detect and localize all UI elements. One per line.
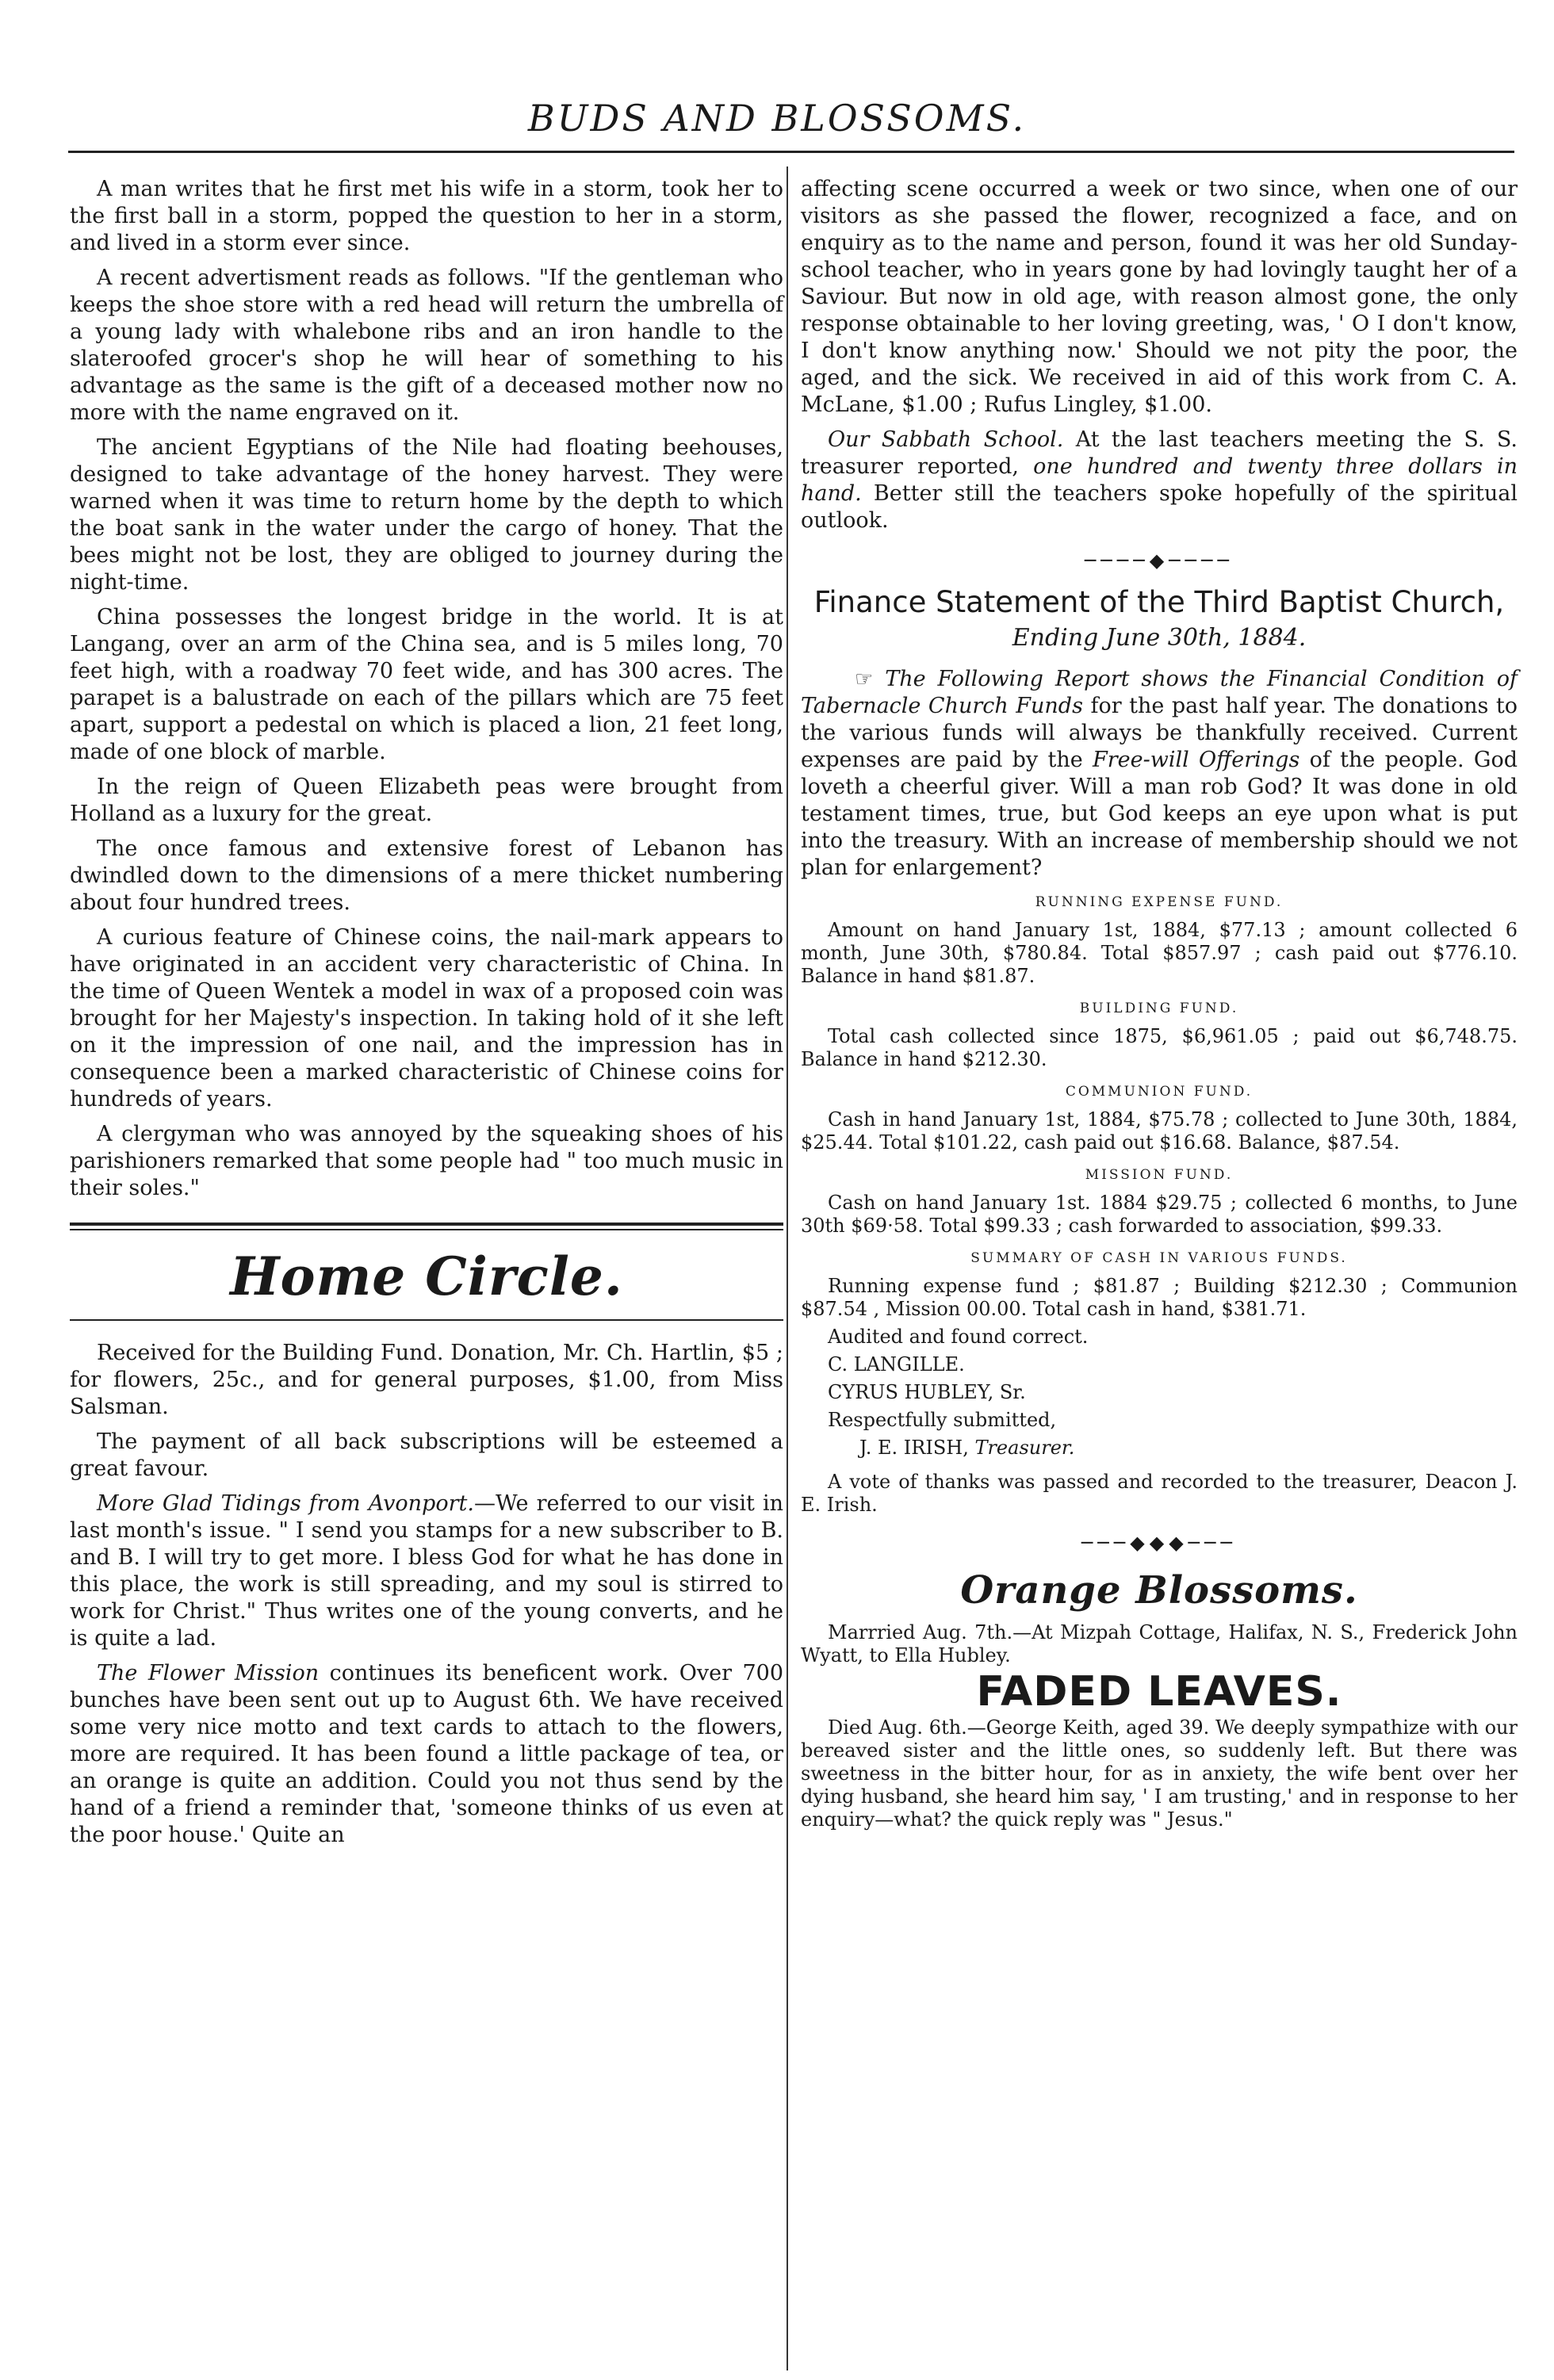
paragraph-peas: In the reign of Queen Elizabeth peas were brought from Holland as a luxury for the great. xyxy=(70,775,783,826)
paragraph-storm: A man writes that he first met his wife in a storm, took her to the first ball in a storm, popped the question to her in a storm, and lived in a storm ever since. xyxy=(70,177,783,255)
vote-of-thanks: A vote of thanks was passed and recorded to the treasurer, Deacon J. E. Irish. xyxy=(801,1471,1518,1516)
sabbath-amount: one hundred and twenty three dollars in hand. xyxy=(801,454,1518,506)
pointing-hand-icon: ☞ xyxy=(855,668,874,691)
flourish-ornament: ────◆──── xyxy=(1084,549,1234,572)
avonport-lead: More Glad Tidings from Avonport. xyxy=(97,1491,474,1516)
marriage-notice: Marrried Aug. 7th.—At Mizpah Cottage, Halifax, N. S., Frederick John Wyatt, to Ella Hubley. xyxy=(801,1621,1518,1666)
paragraph-clergyman: A clergyman who was annoyed by the squeaking shoes of his parishioners remarked that some people had " too much music in their soles." xyxy=(70,1122,783,1200)
treasurer-name: J. E. IRISH, xyxy=(859,1437,975,1459)
treasurer-signature xyxy=(832,1437,1518,1460)
flower-mission-body: continues its beneficent work. Over 700 bunches have been sent out up to August 6th. We have received some very nice motto and text cards to attach to the flowers, more are required. It has been found a little package of tea, or an orange is quite an addition. Could you not thus send by the hand of a friend a reminder that, 'someone thinks of us even at the poor house.' Quite an xyxy=(70,1661,783,1847)
column-divider xyxy=(787,166,788,2370)
paragraph-egyptians: The ancient Egyptians of the Nile had floating beehouses, designed to take advantage of the honey harvest. They were warned when it was time to return home by the depth to which the boat sank in the water under the cargo of honey. That the bees might not be lost, they are obliged to journey during the night-time. xyxy=(70,435,783,595)
paragraph-lebanon: The once famous and extensive forest of Lebanon has dwindled down to the dimensions of a mere thicket numbering about four hundred trees. xyxy=(70,836,783,915)
audited-line: Audited and found correct. xyxy=(828,1326,1089,1348)
home-circle-heading: Home Circle. xyxy=(230,1245,623,1307)
right-column xyxy=(801,176,1518,1836)
avonport-body: —We referred to our visit in last month's issue. " I send you stamps for a new subscriber to B. and B. I will try to get more. I bless God for what he has done in this place, the work is still spreading, and my soul is stirred to work for Christ." Thus writes one of the young converts, and he is quite a lad. xyxy=(70,1491,783,1651)
left-column xyxy=(70,176,783,1857)
finance-intro-body: for the past half year. The donations to the various funds will always be thankfully received. Current expenses are paid by the xyxy=(801,694,1518,772)
paragraph-advertisement: A recent advertisment reads as follows. "If the gentleman who keeps the shoe store with a red head will return the umbrella of a young lady with whalebone ribs and an iron handle to the slateroofed grocer's shop he will hear of something to his advantage as the same is the gift of a deceased mother now no more with the name engraved on it. xyxy=(70,266,783,425)
paragraph-finance-intro xyxy=(801,666,1518,882)
faded-leaves-heading: FADED LEAVES. xyxy=(976,1668,1342,1716)
paragraph-flower-mission xyxy=(70,1660,783,1849)
section-double-rule xyxy=(70,1223,783,1230)
sabbath-end: Better still the teachers spoke hopefully of the spiritual outlook. xyxy=(801,481,1518,533)
section-rule xyxy=(70,1319,783,1321)
paragraph-affecting-scene: affecting scene occurred a week or two since, when one of our visitors as she passed the flower, recognized a face, and on enquiry as to the name and person, found it was her old Sunday-school teacher, who in years gone by had lovingly taught her of a Saviour. But now in old age, with reason almost gone, the only response obtainable to her loving greeting, was, ' O I don't know, I don't know anything now.' Should we not pity the poor, the aged, and the sick. We received in aid of this work from C. A. McLane, $1.00 ; Rufus Lingley, $1.00. xyxy=(801,177,1518,417)
paragraph-bridge: China possesses the longest bridge in the world. It is at Langang, over an arm of the China sea, and is 5 miles long, 70 feet high, with a roadway 70 feet wide, and has 300 acres. The parapet is a balustrade on each of the pillars which are 75 feet apart, support a pedestal on which is placed a lion, 21 feet long, made of one block of marble. xyxy=(70,605,783,764)
summary-text: Running expense fund ; $81.87 ; Building $212.30 ; Communion $87.54 , Mission 00.00. Total cash in hand, $381.71. xyxy=(801,1275,1518,1320)
death-notice: Died Aug. 6th.—George Keith, aged 39. We deeply sympathize with our bereaved sister and the little ones, so suddenly left. But there was sweetness in the bitter hour, for as in anxiety, the wife bent over her dying husband, she heard him say, ' I am trusting,' and in response to her enquiry—what? the quick reply was " Jesus." xyxy=(801,1716,1518,1831)
paragraph-subscriptions: The payment of all back subscriptions will be esteemed a great favour. xyxy=(70,1429,783,1481)
paragraph-building-fund: Received for the Building Fund. Donation, Mr. Ch. Hartlin, $5 ; for flowers, 25c., and for general purposes, $1.00, from Miss Salsman. xyxy=(70,1341,783,1419)
communion-fund-heading: COMMUNION FUND. xyxy=(1065,1084,1254,1100)
communion-fund-text: Cash in hand January 1st, 1884, $75.78 ; collected to June 30th, 1884, $25.44. Total $101.22, cash paid out $16.68. Balance, $87.54. xyxy=(801,1108,1518,1154)
flourish-ornament-2: ───◆◆◆─── xyxy=(1081,1532,1238,1554)
building-fund-heading: BUILDING FUND. xyxy=(1079,1001,1239,1016)
building-fund-text: Total cash collected since 1875, $6,961.05 ; paid out $6,748.75. Balance in hand $212.30. xyxy=(801,1025,1518,1070)
mission-fund-text: Cash on hand January 1st. 1884 $29.75 ; collected 6 months, to June 30th $69·58. Total $99.33 ; cash forwarded to association, $99.33. xyxy=(801,1192,1518,1237)
running-expense-heading: RUNNING EXPENSE FUND. xyxy=(1035,894,1284,910)
paragraph-sabbath-school xyxy=(801,427,1518,534)
flower-mission-lead: The Flower Mission xyxy=(97,1661,320,1686)
treasurer-title: Treasurer. xyxy=(974,1437,1075,1459)
paragraph-avonport xyxy=(70,1490,783,1652)
signature-hubley: CYRUS HUBLEY, Sr. xyxy=(828,1381,1026,1403)
orange-blossoms-heading: Orange Blossoms. xyxy=(960,1568,1358,1613)
header-rule xyxy=(68,151,1514,153)
sabbath-lead: Our Sabbath School. xyxy=(828,427,1064,452)
signature-langille: C. LANGILLE. xyxy=(828,1353,965,1376)
sabbath-mid: At the last teachers meeting the S. S. treasurer reported, xyxy=(801,427,1518,479)
death-notices xyxy=(801,1716,1518,1831)
finance-intro-end: of the people. God loveth a cheerful giver. Will a man rob God? It was done in old testament times, true, but God keeps an eye upon what is put into the treasury. With an increase of membership should we not plan for enlargement? xyxy=(801,748,1518,880)
finance-intro-offerings: Free-will Offerings xyxy=(1092,748,1300,772)
respectfully-line: Respectfully submitted, xyxy=(828,1409,1057,1431)
running-head: BUDS AND BLOSSOMS. xyxy=(527,97,1027,140)
summary-heading: SUMMARY OF CASH IN VARIOUS FUNDS. xyxy=(970,1250,1348,1266)
finance-intro-lead: The Following Report shows the Financial Condition of Tabernacle Church Funds xyxy=(801,667,1518,718)
finance-heading: Finance Statement of the Third Baptist Church, xyxy=(813,585,1505,619)
notices xyxy=(801,1621,1518,1667)
running-expense-text: Amount on hand January 1st, 1884, $77.13 ; amount collected 6 month, June 30th, $780.84. Total $857.97 ; cash paid out $776.10. Balance in hand $81.87. xyxy=(801,919,1518,987)
mission-fund-heading: MISSION FUND. xyxy=(1085,1167,1234,1183)
finance-subheading: Ending June 30th, 1884. xyxy=(1012,624,1307,652)
fund-statements xyxy=(801,891,1518,1517)
paragraph-chinese-coins: A curious feature of Chinese coins, the nail-mark appears to have originated in an accident very characteristic of China. In the time of Queen Wentek a model in wax of a proposed coin was brought for her Majesty's inspection. In taking hold of it she left on it the impression of one nail, and the impression has in consequence been a marked characteristic of Chinese coins for hundreds of years. xyxy=(70,925,783,1112)
